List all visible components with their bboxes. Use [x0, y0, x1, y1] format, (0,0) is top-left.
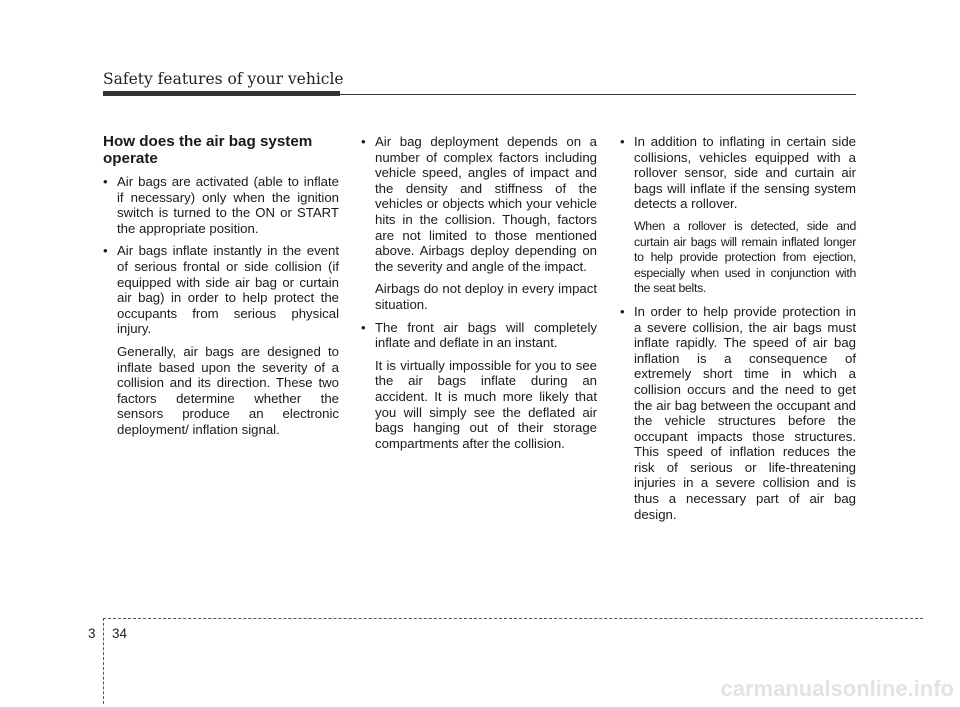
- bullet-text: In addition to inflating in certain side collisions, vehicles equipped with a rollover sensor, side and curtain air bags will inflate if the sensing system detects a rollover.: [634, 134, 856, 212]
- footer-divider: [103, 618, 104, 704]
- column-1: [103, 134, 339, 445]
- bullet-item: [361, 134, 597, 274]
- section-heading: How does the air bag system operate: [103, 133, 313, 167]
- column-3: [620, 134, 856, 529]
- bullet-text: In order to help provide protection in a severe collision, the air bags must inflate rapidly. The speed of air bag inflation is a consequence of extremely short time in which a collision occurs and the need to get the air bag between the occupant and the vehicle structures before the occupant impacts those structures. This speed of inflation reduces the risk of serious or life-threatening injuries in a severe collision and is thus a necessary part of air bag design.: [634, 303, 856, 522]
- column-2: [361, 134, 597, 458]
- bullet-dot: •: [361, 134, 366, 149]
- bullet-dot: •: [620, 134, 625, 149]
- footer-rule: [103, 618, 923, 619]
- paragraph: Generally, air bags are designed to inflate based upon the severity of a collision and its direction. These two factors determine whether the sensors produce an electronic deployment/ inflation signal.: [117, 343, 339, 437]
- paragraph: It is virtually impossible for you to see the air bags inflate during an accident. It is much more likely that you will simply see the deflated air bags hanging out of their storage compartments after the collision.: [375, 357, 597, 451]
- header-rule: [340, 94, 856, 95]
- bullet-text: The front air bags will completely inflate and deflate in an instant.: [375, 319, 597, 351]
- bullet-dot: •: [620, 303, 625, 319]
- bullet-text: Air bags are activated (able to inflate if necessary) only when the ignition switch is turned to the ON or START the appropriate position.: [117, 174, 339, 236]
- watermark: carmanualsonline.info: [720, 676, 954, 701]
- bullet-dot: •: [361, 319, 366, 335]
- bullet-item: [361, 320, 597, 351]
- page-header-title: Safety features of your vehicle: [103, 70, 344, 88]
- bullet-text: Air bags inflate instantly in the event of serious frontal or side collision (if equipped with side air bag or curtain air bag) in order to help protect the occupants from serious physical injury.: [117, 243, 339, 337]
- bullet-item: [620, 134, 856, 212]
- bullet-dot: •: [103, 174, 108, 189]
- bullet-item: [103, 174, 339, 236]
- paragraph: Airbags do not deploy in every impact situation.: [375, 281, 597, 312]
- paragraph: When a rollover is detected, side and curtain air bags will remain inflated longer to help provide protection from ejection, especially when used in conjunction with the seat belts.: [634, 218, 856, 296]
- bullet-dot: •: [103, 243, 108, 259]
- page-number: 34: [112, 626, 128, 641]
- header-accent-bar: [103, 91, 340, 96]
- bullet-item: [103, 243, 339, 337]
- chapter-number: 3: [88, 626, 96, 641]
- bullet-item: [620, 304, 856, 522]
- bullet-text: Air bag deployment depends on a number of complex factors including vehicle speed, angles of impact and the density and stiffness of the vehicles or objects which your vehicle hits in the collision. Though, factors are not limited to those mentioned above. Airbags deploy depending on the severity and angle of the impact.: [375, 134, 597, 274]
